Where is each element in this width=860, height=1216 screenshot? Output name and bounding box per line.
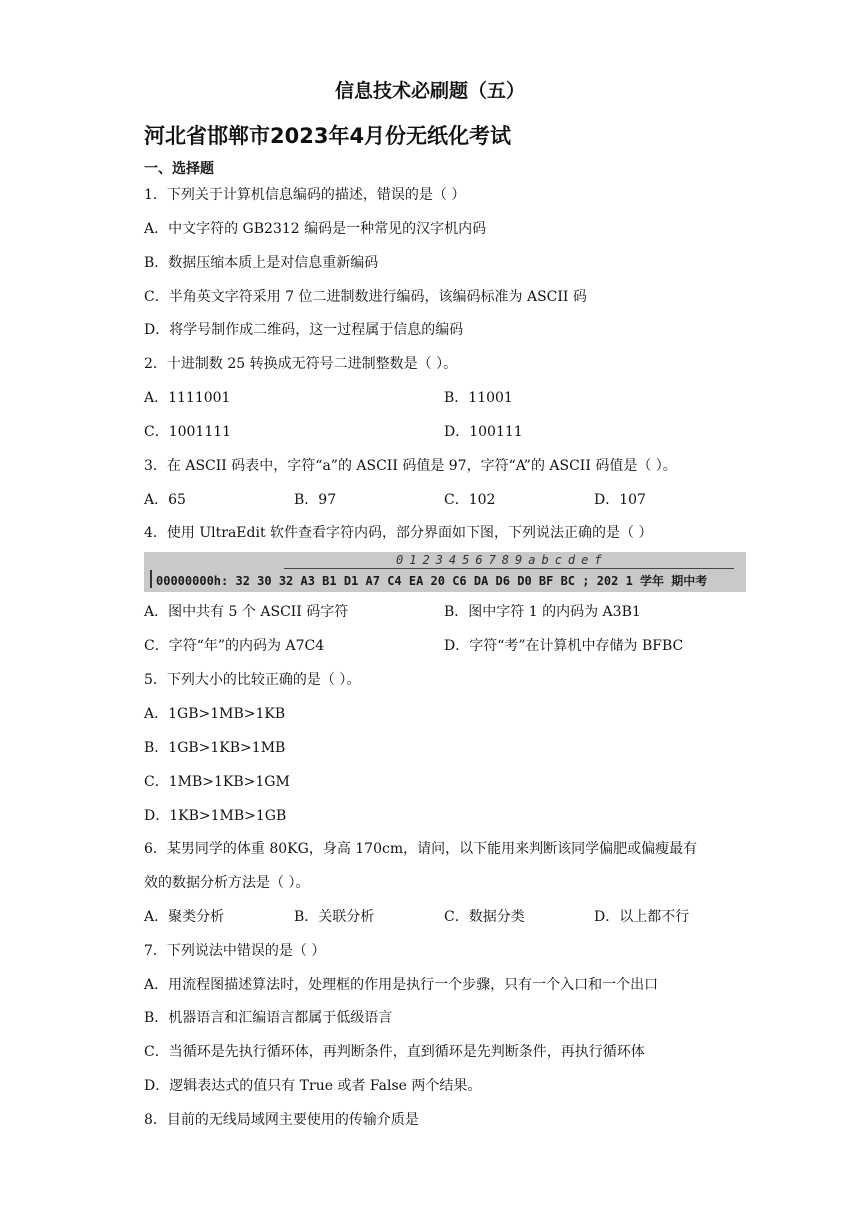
question-5-option-b: B．1GB>1KB>1MB (144, 740, 286, 756)
question-3-option-d: D．107 (594, 492, 646, 508)
question-1-stem: 1．下列关于计算机信息编码的描述，错误的是（ ） (144, 187, 466, 203)
hex-column-ruler: 0123456789abcdef (396, 553, 608, 567)
question-3-option-c: C．102 (444, 492, 496, 508)
question-6-option-a: A．聚类分析 (144, 909, 225, 925)
question-6-stem-line-2: 效的数据分析方法是（ ）。 (144, 875, 310, 891)
section-heading: 一、选择题 (144, 161, 214, 177)
question-7-option-c: C．当循环是先执行循环体，再判断条件，直到循环是先判断条件，再执行循环体 (144, 1044, 645, 1060)
question-3-option-b: B．97 (294, 492, 337, 508)
question-7-stem: 7．下列说法中错误的是（ ） (144, 943, 326, 959)
question-3-stem: 3．在 ASCII 码表中，字符“a”的 ASCII 码值是 97，字符“A”的 ASCII 码值是（ ）。 (144, 458, 677, 474)
ultraedit-hex-view-figure (144, 552, 746, 592)
question-6-option-c: C．数据分类 (444, 909, 525, 925)
question-1-option-d: D．将学号制作成二维码，这一过程属于信息的编码 (144, 322, 464, 338)
question-2-option-c: C．1001111 (144, 424, 232, 440)
question-7-option-a: A．用流程图描述算法时，处理框的作用是执行一个步骤，只有一个入口和一个出口 (144, 977, 659, 993)
exam-subtitle: 河北省邯郸市2023年4月份无纸化考试 (144, 124, 512, 148)
question-4-option-d: D．字符“考”在计算机中存储为 BFBC (444, 638, 684, 654)
question-8-stem: 8．目前的无线局域网主要使用的传输介质是 (144, 1112, 419, 1128)
question-6-option-d: D．以上都不行 (594, 909, 690, 925)
question-4-option-b: B．图中字符 1 的内码为 A3B1 (444, 604, 641, 620)
question-1-option-b: B．数据压缩本质上是对信息重新编码 (144, 255, 379, 271)
question-2-option-d: D．100111 (444, 424, 523, 440)
question-7-option-d: D．逻辑表达式的值只有 True 或者 False 两个结果。 (144, 1078, 482, 1094)
hex-dump-row: 00000000h: 32 30 32 A3 B1 D1 A7 C4 EA 20 C6 DA D6 D0 BF BC ; 202 1 学年 期中考 (156, 574, 708, 588)
question-5-stem: 5．下列大小的比较正确的是（ ）。 (144, 672, 361, 688)
question-1-option-c: C．半角英文字符采用 7 位二进制数进行编码，该编码标准为 ASCII 码 (144, 289, 587, 305)
question-2-stem: 2．十进制数 25 转换成无符号二进制整数是（ ）。 (144, 356, 458, 372)
question-5-option-c: C．1MB>1KB>1GM (144, 774, 290, 790)
question-6-option-b: B．关联分析 (294, 909, 375, 925)
question-2-option-b: B．11001 (444, 390, 513, 406)
question-2-option-a: A．1111001 (144, 390, 231, 406)
question-3-option-a: A．65 (144, 492, 186, 508)
question-4-stem: 4．使用 UltraEdit 软件查看字符内码，部分界面如下图，下列说法正确的是（ ） (144, 525, 653, 541)
ruler-divider (284, 568, 734, 569)
question-4-option-c: C．字符“年”的内码为 A7C4 (144, 638, 325, 654)
question-7-option-b: B．机器语言和汇编语言都属于低级语言 (144, 1010, 393, 1026)
question-6-stem-line-1: 6．某男同学的体重 80KG，身高 170cm，请问，以下能用来判断该同学偏肥或偏瘦最有 (144, 841, 698, 857)
question-5-option-a: A．1GB>1MB>1KB (144, 706, 286, 722)
question-4-option-a: A．图中共有 5 个 ASCII 码字符 (144, 604, 349, 620)
page-title: 信息技术必刷题（五） (334, 80, 525, 102)
hex-row-marker (150, 570, 152, 588)
question-5-option-d: D．1KB>1MB>1GB (144, 808, 287, 824)
question-1-option-a: A．中文字符的 GB2312 编码是一种常见的汉字机内码 (144, 221, 487, 237)
